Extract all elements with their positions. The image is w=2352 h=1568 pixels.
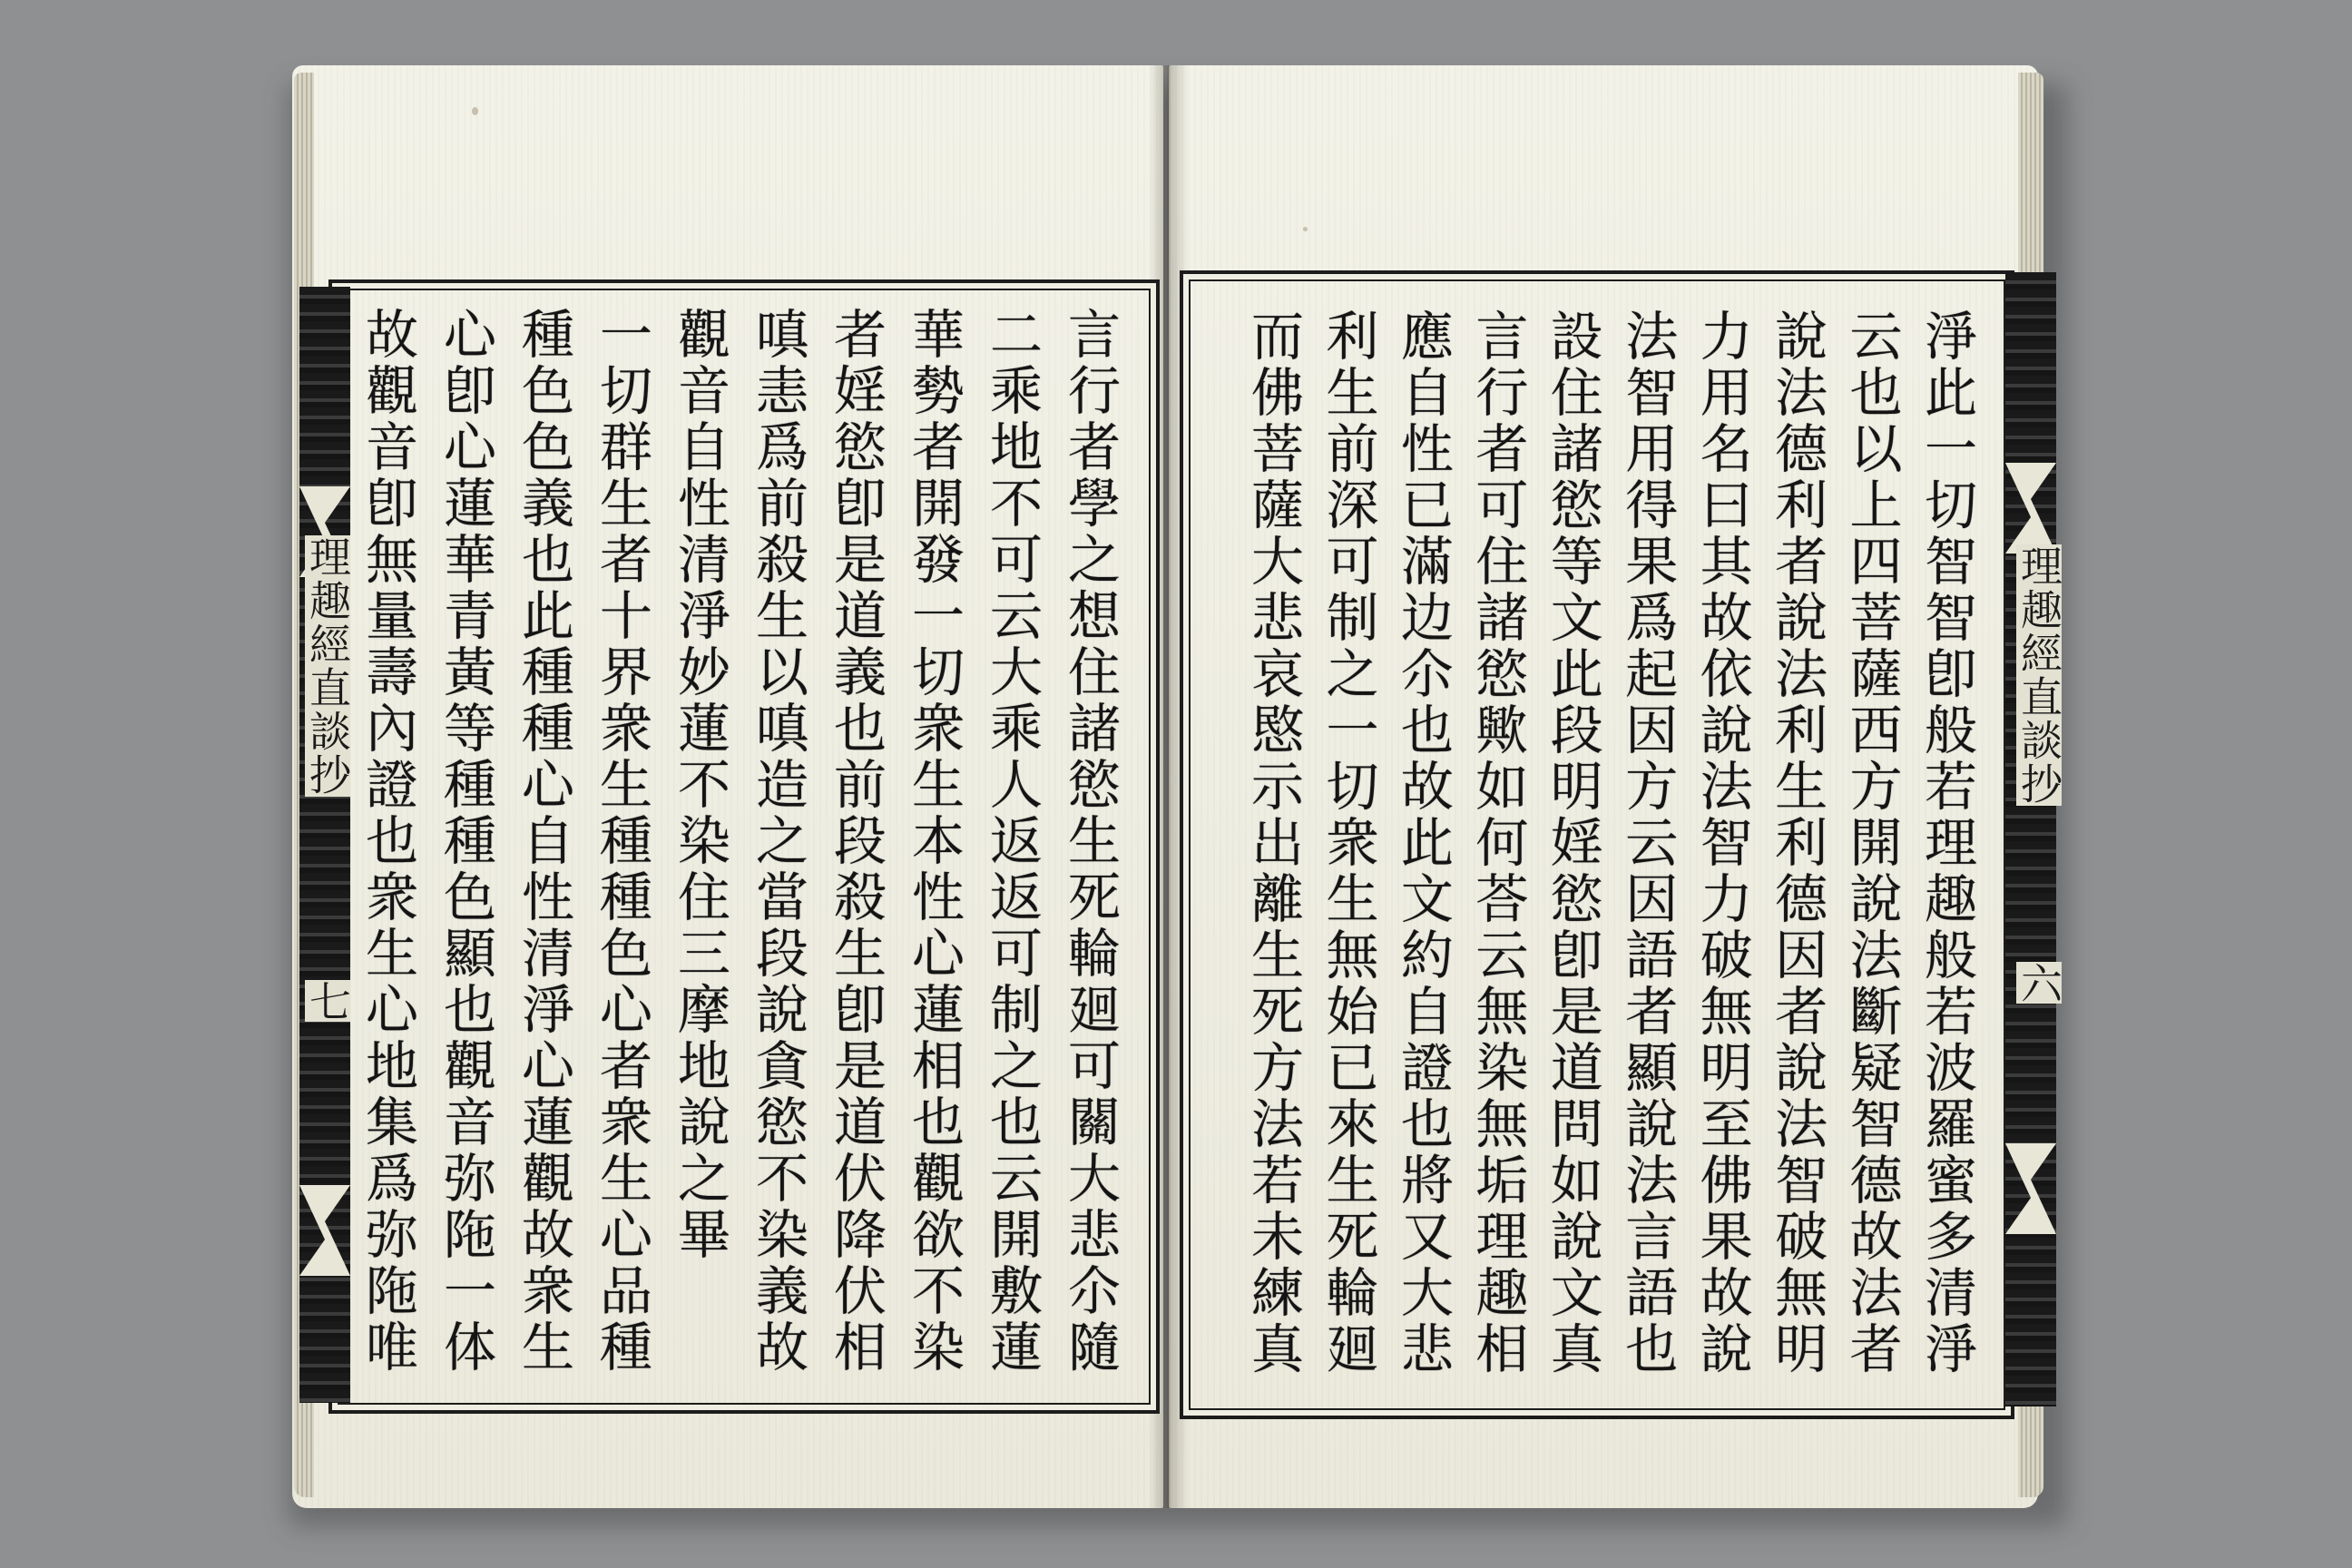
text-column: 說法德利者說法利生利德因者說法智破無明	[1766, 309, 1828, 1377]
right-folio-number: 六	[2014, 962, 2063, 1004]
right-margin-title: 理趣經直談抄	[2014, 544, 2063, 806]
paper-stain	[472, 107, 478, 115]
left-folio-number: 七	[303, 980, 352, 1022]
text-column: 故觀音卽無量壽內證也衆生心地集爲弥陁唯	[357, 307, 418, 1376]
right-page-center-strip	[2005, 272, 2056, 1406]
text-column: 言行者可住諸慾歟如何荅云無染無垢理趣相	[1466, 309, 1529, 1377]
fish-tail-mark-top	[2005, 463, 2056, 554]
text-column: 應自性已滿边尒也故此文約自證也將又大悲	[1391, 309, 1454, 1377]
text-column: 設住諸慾等文此段明婬慾卽是道問如說文真	[1541, 309, 1603, 1377]
text-column: 言行者學之想住諸慾生死輪廻可關大悲尒隨	[1059, 307, 1121, 1376]
text-column: 心卽心蓮華青黃等種種色顯也觀音弥陁一体	[435, 307, 496, 1376]
text-column: 種色色義也此種種心自性清淨心蓮觀故衆生	[513, 307, 574, 1376]
left-margin-title: 理趣經直談抄	[303, 535, 352, 797]
text-column: 淨此一切智智卽般若理趣般若波羅蜜多清淨	[1915, 309, 1977, 1377]
text-column: 者婬慾卽是道義也前段殺生卽是道伏降伏相	[825, 307, 887, 1376]
fish-tail-mark-bottom	[2005, 1143, 2056, 1234]
paper-stain	[1303, 227, 1308, 231]
fish-tail-mark-bottom	[299, 1185, 350, 1276]
text-column: 力用名曰其故依說法智力破無明至佛果故說	[1690, 309, 1753, 1377]
text-column: 法智用得果爲起因方云因語者顯說法言語也	[1616, 309, 1679, 1377]
text-column: 觀音自性清淨妙蓮不染住三摩地說之畢	[669, 307, 730, 1263]
text-column: 而佛菩薩大悲哀愍示出離生死方法若未練真	[1242, 309, 1304, 1377]
text-column: 云也以上四菩薩西方開說法斷疑智德故法者	[1840, 309, 1903, 1377]
text-column: 二乘地不可云大乘人返返可制之也云開敷蓮	[981, 307, 1043, 1376]
right-page-text	[1238, 309, 1982, 1388]
text-column: 華勢者開發一切衆生本性心蓮相也觀欲不染	[903, 307, 965, 1376]
left-page-text	[352, 307, 1125, 1377]
text-column: 一切群生者十界衆生種種色心者衆生心品種	[591, 307, 652, 1376]
left-page-center-strip	[299, 287, 350, 1403]
text-column: 嗔恚爲前殺生以嗔造之當段說貪慾不染義故	[747, 307, 808, 1376]
text-column: 利生前深可制之一切衆生無始已來生死輪廻	[1317, 309, 1379, 1377]
